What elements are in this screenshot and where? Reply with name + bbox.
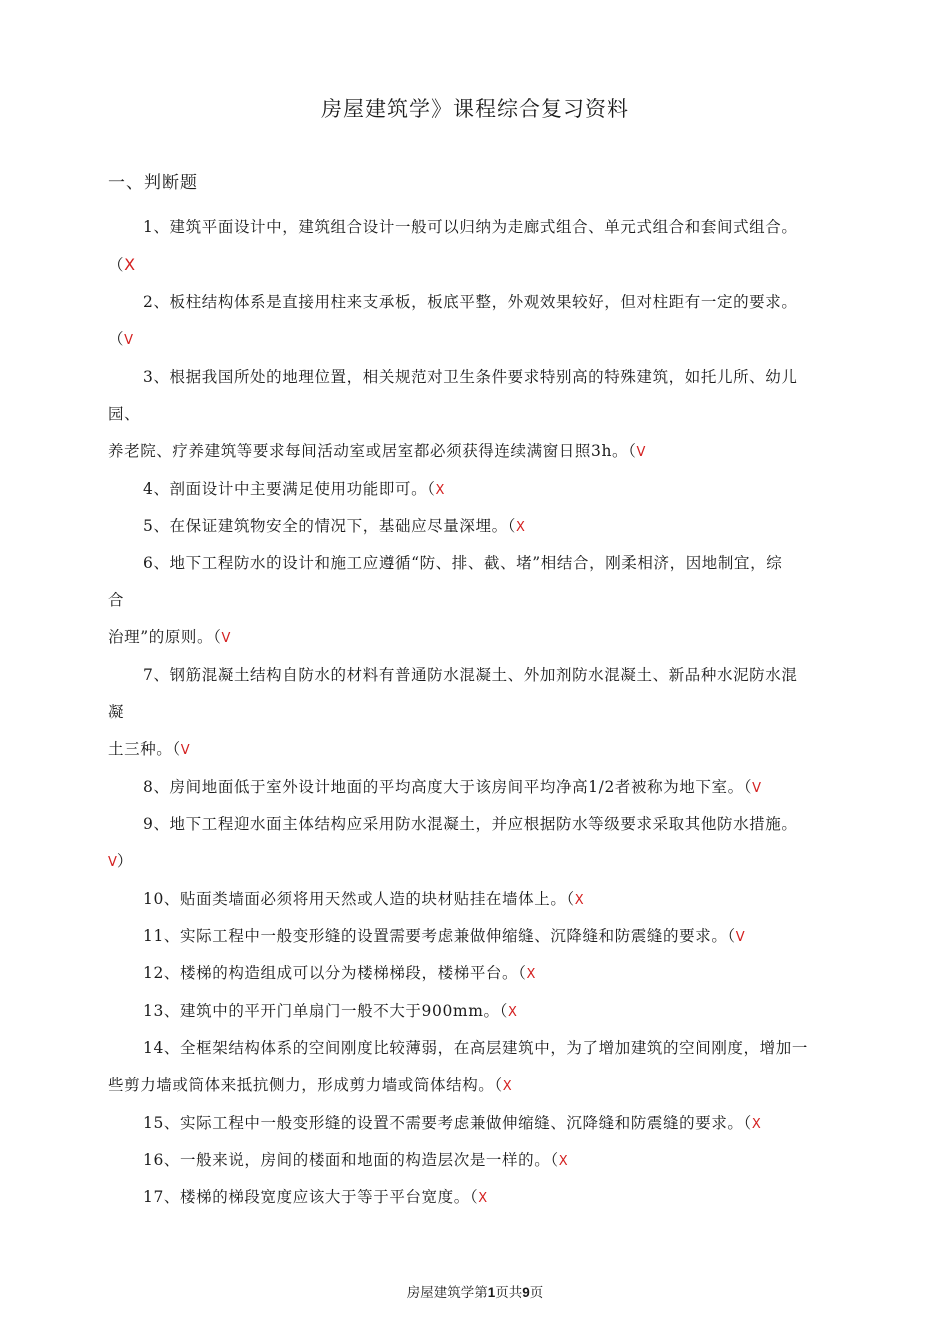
question-line: 10、贴面类墙面必须将用天然或人造的块材贴挂在墙体上。（X <box>143 890 584 908</box>
question-line: V） <box>108 852 134 870</box>
answer-mark: X <box>751 1117 761 1132</box>
question-line: 5、在保证建筑物安全的情况下，基础应尽量深埋。（X <box>143 517 525 535</box>
answer-mark: V <box>108 855 117 870</box>
answer-mark: X <box>516 520 525 535</box>
question-line: 6、地下工程防水的设计和施工应遵循“防、排、截、堵”相结合，刚柔相济，因地制宜，综 <box>143 554 783 572</box>
answer-mark: V <box>180 743 190 758</box>
question-line: 4、剖面设计中主要满足使用功能即可。（X <box>143 480 445 498</box>
question-line: 土三种。（V <box>108 740 190 758</box>
question-line: 养老院、疗养建筑等要求每间活动室或居室都必须获得连续满窗日照3h。（V <box>108 442 646 460</box>
answer-mark: X <box>478 1191 488 1206</box>
answer-mark: X <box>526 967 536 982</box>
page-total: 9 <box>522 1285 530 1300</box>
question-line: 治理”的原则。（V <box>108 628 231 646</box>
section-heading: 一、判断题 <box>108 173 198 193</box>
answer-mark: V <box>752 781 761 796</box>
question-line: 7、钢筋混凝土结构自防水的材料有普通防水混凝土、外加剂防水混凝土、新品种水泥防水混 <box>143 666 798 684</box>
question-line: 凝 <box>108 703 125 721</box>
answer-mark: X <box>574 893 584 908</box>
answer-mark: V <box>735 930 745 945</box>
question-line: （V <box>108 330 134 348</box>
question-line: （X <box>108 255 136 274</box>
answer-mark: V <box>636 445 646 460</box>
answer-mark: X <box>502 1079 512 1094</box>
question-line: 2、板柱结构体系是直接用柱来支承板，板底平整，外观效果较好，但对柱距有一定的要求。 <box>143 293 798 311</box>
question-line: 些剪力墙或筒体来抵抗侧力，形成剪力墙或筒体结构。（X <box>108 1076 512 1094</box>
question-line: 1、建筑平面设计中，建筑组合设计一般可以归纳为走廊式组合、单元式组合和套间式组合。 <box>143 218 798 236</box>
question-line: 12、楼梯的构造组成可以分为楼梯梯段，楼梯平台。（X <box>143 964 536 982</box>
question-line: 3、根据我国所处的地理位置，相关规范对卫生条件要求特别高的特殊建筑，如托儿所、幼儿 <box>143 368 798 386</box>
question-line: 8、房间地面低于室外设计地面的平均高度大于该房间平均净高1/2者被称为地下室。（V <box>143 778 761 796</box>
answer-mark: V <box>124 333 134 348</box>
question-line: 园、 <box>108 405 141 423</box>
answer-mark: X <box>124 255 136 274</box>
question-line: 合 <box>108 591 125 609</box>
question-line: 9、地下工程迎水面主体结构应采用防水混凝土，并应根据防水等级要求采取其他防水措施。 <box>143 815 798 833</box>
question-line: 11、实际工程中一般变形缝的设置需要考虑兼做伸缩缝、沉降缝和防震缝的要求。（V <box>143 927 745 945</box>
page-number: 1 <box>487 1285 496 1300</box>
answer-mark: X <box>507 1005 517 1020</box>
question-line: 17、楼梯的梯段宽度应该大于等于平台宽度。（X <box>143 1188 488 1206</box>
answer-mark: V <box>221 631 231 646</box>
question-line: 14、全框架结构体系的空间刚度比较薄弱，在高层建筑中，为了增加建筑的空间刚度，增加一 <box>143 1039 808 1057</box>
question-line: 16、一般来说，房间的楼面和地面的构造层次是一样的。（X <box>143 1151 568 1169</box>
question-line: 13、建筑中的平开门单扇门一般不大于900mm。（X <box>143 1002 517 1020</box>
answer-mark: X <box>435 483 445 498</box>
answer-mark: X <box>558 1154 568 1169</box>
document-title: 房屋建筑学》课程综合复习资料 <box>321 97 629 121</box>
question-line: 15、实际工程中一般变形缝的设置不需要考虑兼做伸缩缝、沉降缝和防震缝的要求。（X <box>143 1114 761 1132</box>
page-footer: 房屋建筑学第1页共9页 <box>406 1285 544 1301</box>
